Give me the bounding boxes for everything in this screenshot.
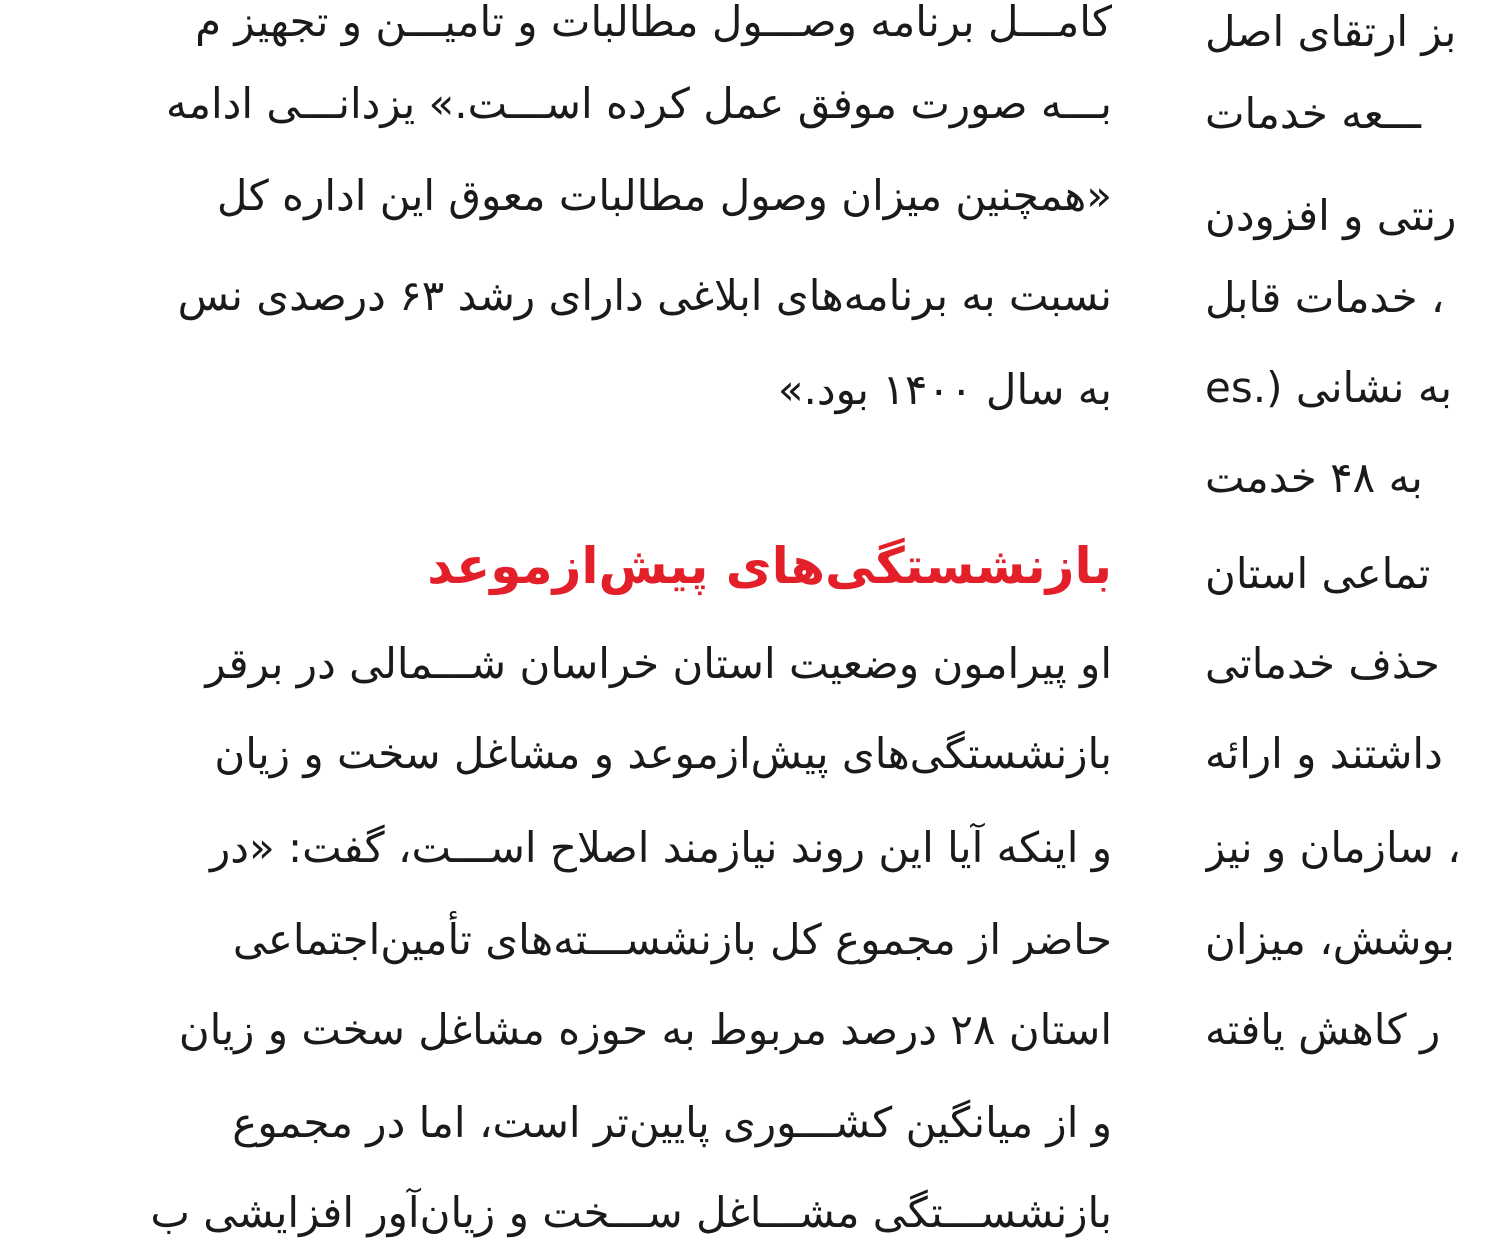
- article-line: بـــه صورت موفق عمل کرده اســـت.» یزدانـــی ادامه: [165, 79, 1112, 128]
- article-line: داشتند و ارائه: [1205, 729, 1443, 778]
- article-line: نسبت به برنامه‌های ابلاغی دارای رشد ۶۳ درصدی نس: [177, 271, 1112, 320]
- article-line: «همچنین میزان وصول مطالبات معوق این اداره کل: [216, 171, 1112, 220]
- article-line: استان ۲۸ درصد مربوط به حوزه مشاغل سخت و زیان: [178, 1005, 1112, 1054]
- article-line: به ۴۸ خدمت: [1205, 453, 1423, 502]
- article-line: بز ارتقای اصل: [1205, 7, 1457, 56]
- article-line: و از میانگین کشـــوری پایین‌تر است، اما در مجموع: [232, 1098, 1112, 1147]
- section-heading: بازنشستگی‌های پیش‌ازموعد: [427, 537, 1112, 595]
- article-line: ، خدمات قابل: [1205, 273, 1445, 322]
- article-line: کامـــل برنامه وصـــول مطالبات و تامیـــن و تجهیز م: [195, 0, 1112, 46]
- article-line: او پیرامون وضعیت استان خراسان شـــمالی در برقر: [205, 639, 1112, 688]
- article-line: بازنشســـتگی مشـــاغل ســـخت و زیان‌آور افزایشی ب: [150, 1188, 1112, 1237]
- article-line: رنتی و افزودن: [1205, 191, 1457, 240]
- article-line: ر کاهش یافته: [1205, 1005, 1441, 1054]
- article-line: و اینکه آیا این روند نیازمند اصلاح اســـت، گفت: «در: [209, 823, 1112, 872]
- article-line: ، سازمان و نیز: [1205, 823, 1461, 872]
- article-line: حذف خدماتی: [1205, 639, 1440, 688]
- article-line: به نشانی (.es: [1205, 363, 1453, 412]
- article-line: بازنشستگی‌های پیش‌ازموعد و مشاغل سخت و زیان: [214, 729, 1112, 778]
- article-line: بوشش، میزان: [1205, 915, 1455, 964]
- article-line: حاضر از مجموع کل بازنشســـته‌های تأمین‌اجتماعی: [232, 915, 1112, 964]
- article-line: به سال ۱۴۰۰ بود.»: [777, 365, 1112, 414]
- article-line: تماعی استان: [1205, 549, 1431, 598]
- article-line: ـــعه خدمات: [1205, 89, 1421, 138]
- right-article-column: [1205, 0, 1500, 1247]
